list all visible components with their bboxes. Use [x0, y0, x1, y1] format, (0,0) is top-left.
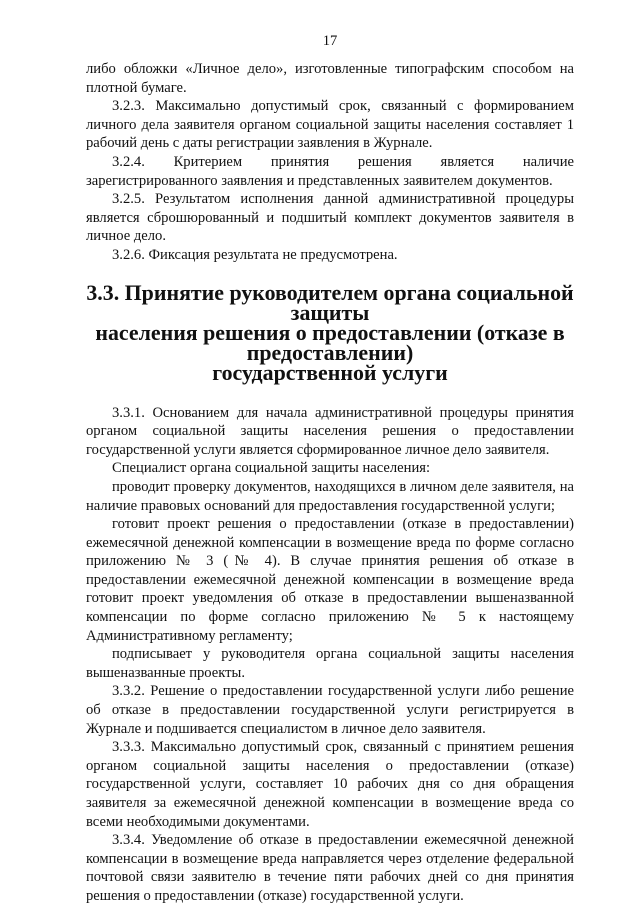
paragraph-specialist-intro: Специалист органа социальной защиты населения:	[112, 460, 431, 477]
paragraph-checks-documents: проводит проверку документов, находящихся в личном деле заявителя, на наличие правовых оснований для предоставления государственной услуги;	[86, 478, 574, 514]
paragraph-3-3-1: 3.3.1. Основанием для начала административной процедуры принятия органом социальной защиты населения решения о предоставлении государственной услуги является сформированное личное дело заявителя.	[86, 404, 574, 458]
paragraph-3-2-3: 3.2.3. Максимально допустимый срок, связанный с формированием личного дела заявителя органом социальной защиты населения составляет 1 рабочий день с даты регистрации заявления в Журнале.	[86, 98, 574, 152]
paragraph-3-2-6: 3.2.6. Фиксация результата не предусмотрена.	[112, 246, 398, 263]
document-page	[86, 32, 574, 906]
paragraph-prepares-decision: готовит проект решения о предоставлении (отказе в предоставлении) ежемесячной денежной компенсации в возмещение вреда по форме согласно приложению № 3 (№ 4). В случае принятия решения об отказе в предоставлении ежемесячной денежной компенсации в возмещение вреда готовит проект уведомления об отказе в предоставлении вышеназванной компенсации по форме согласно приложению № 5 к настоящему Административному регламенту;	[86, 516, 574, 644]
paragraph-3-3-2: 3.3.2. Решение о предоставлении государственной услуги либо решение об отказе в предоставлении государственной услуги регистрируется в Журнале и подшивается специалистом в личное дело заявителя.	[86, 683, 574, 737]
paragraph-3-3-3: 3.3.3. Максимально допустимый срок, связанный с принятием решения органом социальной защиты населения о предоставлении (отказе) государственной услуги, составляет 10 рабочих дня со дня обращения заявителя за ежемесячной денежной компенсации в возмещение вреда со всеми необходимыми документами.	[86, 739, 574, 830]
page-number: 17	[322, 33, 338, 49]
paragraph-3-2-4: 3.2.4. Критерием принятия решения является наличие зарегистрированного заявления и представленных заявителем документов.	[86, 153, 574, 189]
paragraph-3-3-4: 3.3.4. Уведомление об отказе в предоставлении ежемесячной денежной компенсации в возмещение вреда направляется через отделение федеральной почтовой связи заявителю в течение пяти рабочих дней со дня принятия решения о предоставлении (отказе) государственной услуги.	[86, 832, 574, 904]
section-heading-line-2: населения решения о предоставлении (отказе в предоставлении)	[95, 319, 565, 365]
section-heading-line-3: государственной услуги	[212, 359, 448, 385]
paragraph-3-2-5: 3.2.5. Результатом исполнения данной административной процедуры является сброшюрованный и подшитый комплект документов заявителя в личное дело.	[86, 191, 574, 245]
section-heading-3-3	[86, 279, 574, 385]
paragraph-signs-drafts: подписывает у руководителя органа социальной защиты населения вышеназванные проекты.	[86, 646, 574, 681]
paragraph-continuation: либо обложки «Личное дело», изготовленные типографским способом на плотной бумаге.	[86, 61, 574, 96]
section-heading-line-1: 3.3. Принятие руководителем органа социальной защиты	[86, 279, 574, 325]
